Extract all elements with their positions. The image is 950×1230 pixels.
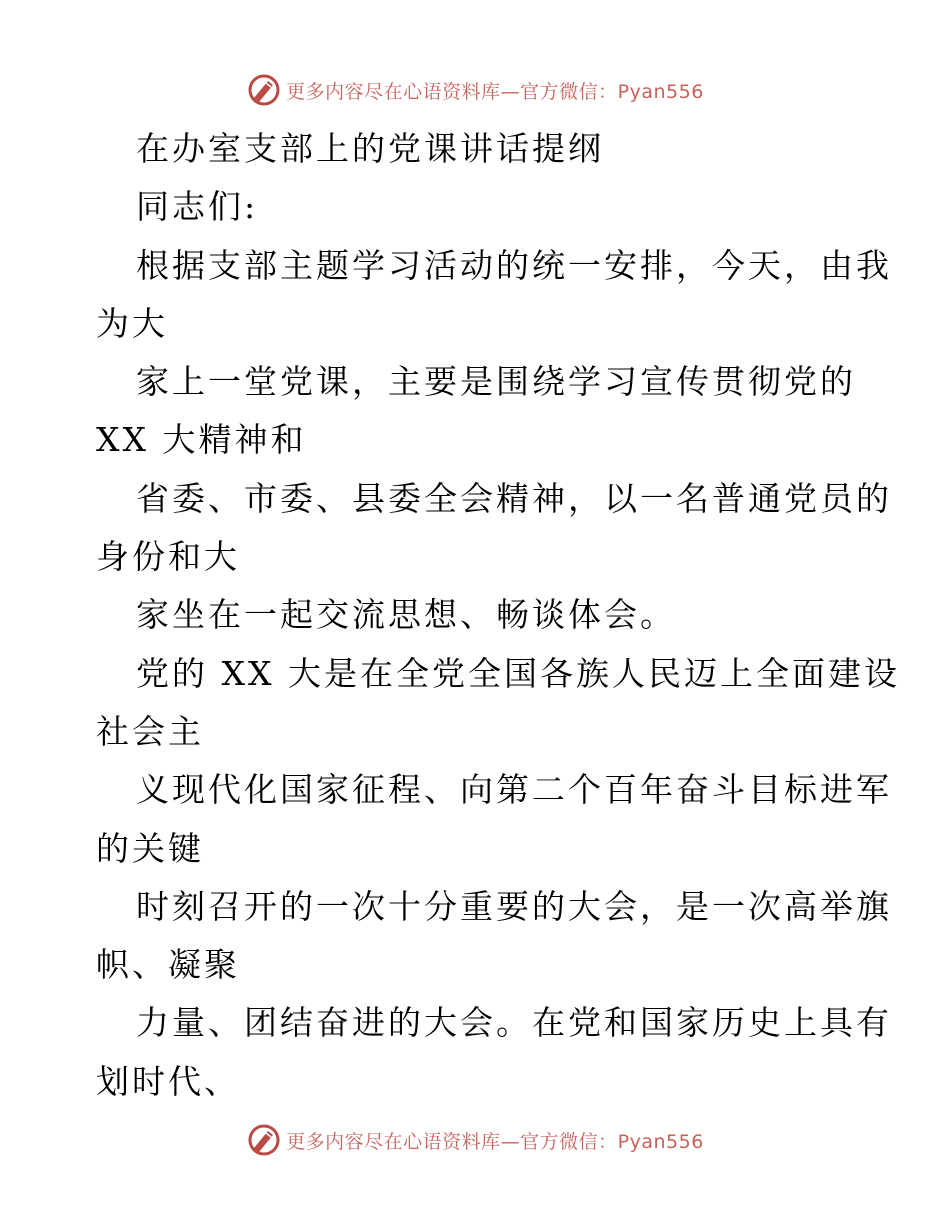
text-line: 为大 — [96, 303, 168, 343]
text-line: 社会主 — [96, 711, 204, 751]
pen-circle-logo-icon — [246, 72, 282, 108]
text-line: 时刻召开的一次十分重要的大会，是一次高举旗 — [136, 886, 892, 926]
text-line: 身份和大 — [96, 537, 240, 577]
banner-text: 更多内容尽在心语资料库—官方微信：Pyan556 — [286, 80, 704, 103]
text-line: 的关键 — [96, 828, 204, 868]
text-line: 同志们: — [136, 187, 259, 227]
banner-text: 更多内容尽在心语资料库—官方微信：Pyan556 — [286, 1130, 704, 1153]
text-line: 力量、团结奋进的大会。在党和国家历史上具有 — [136, 1003, 892, 1043]
text-line: 省委、市委、县委全会精神，以一名普通党员的 — [136, 478, 892, 518]
text-line: 划时代、 — [96, 1061, 240, 1101]
footer-banner — [0, 1118, 950, 1162]
text-line: 党的 XX 大是在全党全国各族人民迈上全面建设 — [136, 653, 900, 693]
text-line: 家上一堂党课，主要是围绕学习宣传贯彻党的 — [136, 362, 856, 402]
text-line: 家坐在一起交流思想、畅谈体会。 — [136, 595, 676, 635]
text-line: 在办室支部上的党课讲话提纲 — [136, 129, 604, 168]
text-line: XX 大精神和 — [96, 420, 307, 460]
header-banner — [0, 68, 950, 112]
text-line: 根据支部主题学习活动的统一安排，今天，由我 — [136, 245, 892, 285]
text-line: 帜、凝聚 — [96, 945, 240, 985]
text-line: 义现代化国家征程、向第二个百年奋斗目标进军 — [136, 770, 892, 810]
pen-circle-logo-icon — [246, 1122, 282, 1158]
document-body — [96, 120, 900, 1111]
